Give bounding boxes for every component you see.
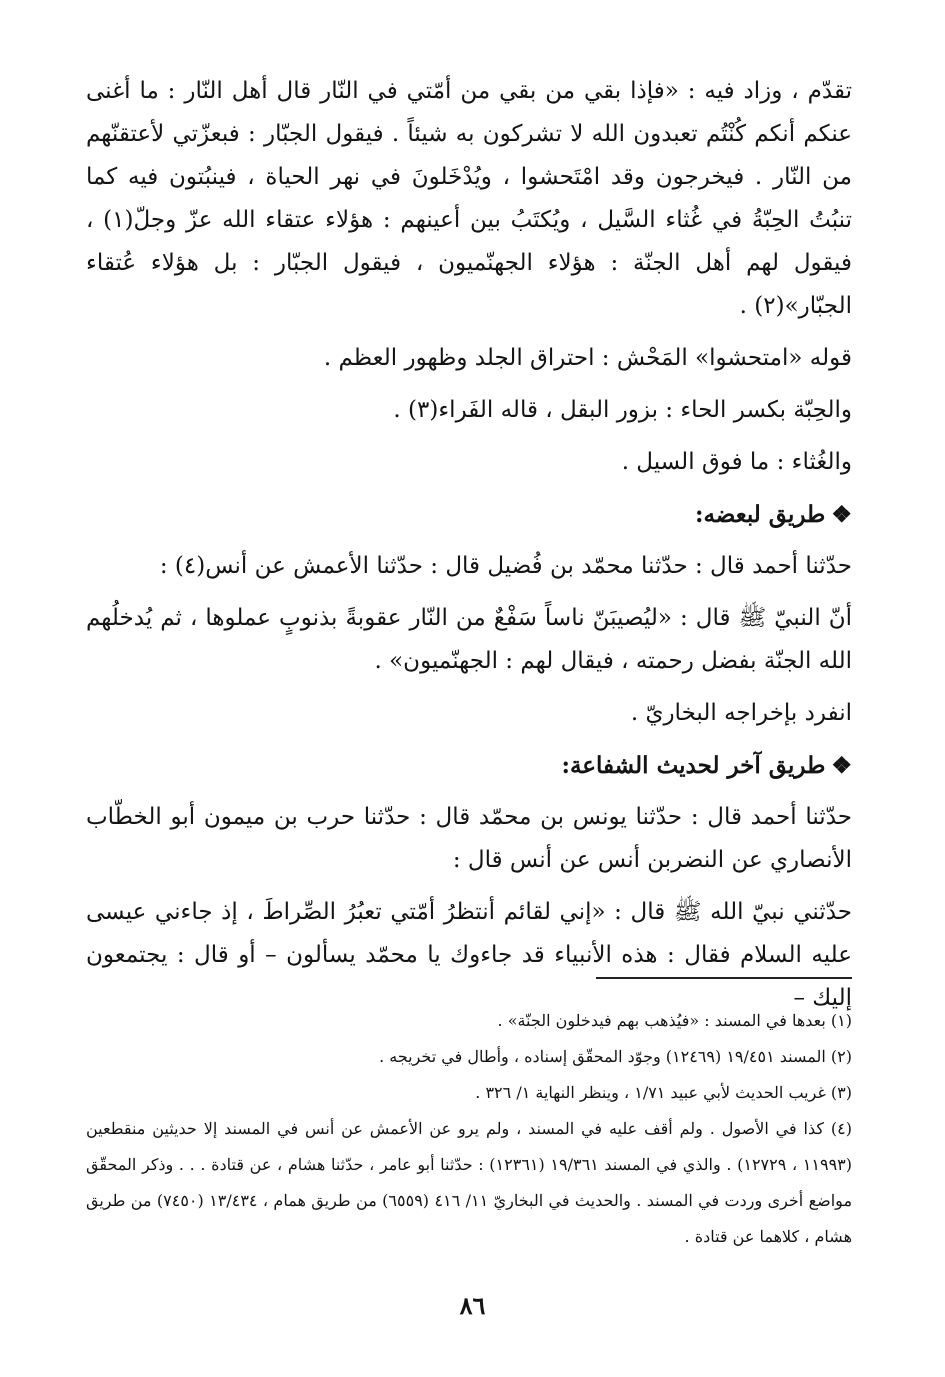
page-number: ٨٦ [459,1291,486,1320]
paragraph-note-ghutha: والغُثاء : ما فوق السيل . [621,449,852,475]
paragraph-bukhari-note: انفرد بإخراجه البخاريّ . [630,700,852,726]
bullet-icon: ❖ [831,501,852,528]
bullet-icon: ❖ [831,752,852,779]
footnote-item: (٤) كذا في الأصول . ولم أقف عليه في المسند ، ولم يرو عن الأعمش عن أنس في المسند إلا حديثين منقطعين (١١٩٩٣ ، ١٢٧٢٩) . والذي في المسند ١٩/٣٦١ (١٢٣٦١) : حدّثنا أبو عامر ، حدّثنا هشام ، عن قتادة . . . وذكر المحقّق مواضع أخرى وردت في المسند . والحديث في البخاريّ ١١/ ٤١٦ (٦٥٥٩) من طريق همام ، ١٣/٤٣٤ (٧٤٥٠) من طريق هشام ، كلاهما عن قتادة . [86,1119,853,1246]
footnote-divider [596,977,852,979]
paragraph-hadith-jahannamiyun: أنّ النبيّ ﷺ قال : «ليُصيبَنّ ناساً سَفْعٌ من النّار عقوبةً بذنوبٍ عملوها ، ثم يُدخلُهم الله الجنّة بفضل رحمته ، فيقال لهم : الجهنّميون» . [86,605,852,674]
footnotes [86,1003,852,1255]
section-heading-label: طريق لبعضه: [694,501,826,528]
footnote-item: (١) بعدها في المسند : «فيُذهب بهم فيدخلون الجنّة» . [497,1011,852,1030]
footnote-item: (٣) غريب الحديث لأبي عبيد ١/٧١ ، وينظر النهاية ١/ ٣٢٦ . [475,1083,852,1102]
paragraph-note-hibba: والحِبّة بكسر الحاء : بزور البقل ، قاله الفَراء(٣) . [393,397,852,423]
paragraph-hadith: تقدّم ، وزاد فيه : «فإذا بقي من بقي من أمّتي في النّار قال أهل النّار : ما أغنى عنكم أنكم كُنْتُم تعبدون الله لا تشركون به شيئاً . فيقول الجبّار : فبعزّتي لأعتقنّهم من النّار . فيخرجون وقد امْتَحشوا ، ويُدْخَلونَ في نهر الحياة ، فينبُتون فيه كما تنبُتُ الحِبّةُ في غُثاء السَّيل ، ويُكتَبُ بين أعينهم : هؤلاء عتقاء الله عزّ وجلّ(١) ، فيقول لهم أهل الجنّة : هؤلاء الجهنّميون ، فيقول الجبّار : بل هؤلاء عُتقاء الجبّار»(٢) . [86,78,852,319]
paragraph-hadith-sirat: حدّثني نبيّ الله ﷺ قال : «إني لقائم أنتظرُ أمّتي تعبُرُ الصِّراطَ ، إذ جاءني عيسى عليه السلام فقال : هذه الأنبياء قد جاءوك يا محمّد يسألون – أو قال : يجتمعون إليك – [86,899,852,1011]
paragraph-isnad-2: حدّثنا أحمد قال : حدّثنا يونس بن محمّد قال : حدّثنا حرب بن ميمون أبو الخطّاب الأنصاري عن النضربن أنس عن أنس قال : [86,804,852,873]
footnote-item: (٢) المسند ١٩/٤٥١ (١٢٤٦٩) وجوّد المحقّق إسناده ، وأطال في تخريجه . [379,1047,852,1066]
paragraph-isnad: حدّثنا أحمد قال : حدّثنا محمّد بن فُضيل قال : حدّثنا الأعمش عن أنس(٤) : [159,553,852,579]
section-heading-intercession-route [86,744,852,787]
section-heading-partial-route [86,493,852,536]
main-text [86,70,852,1020]
section-heading-label: طريق آخر لحديث الشفاعة: [561,752,826,779]
paragraph-note-imtahashu: قوله «امتحشوا» المَحْش : احتراق الجلد وظهور العظم . [323,345,852,371]
